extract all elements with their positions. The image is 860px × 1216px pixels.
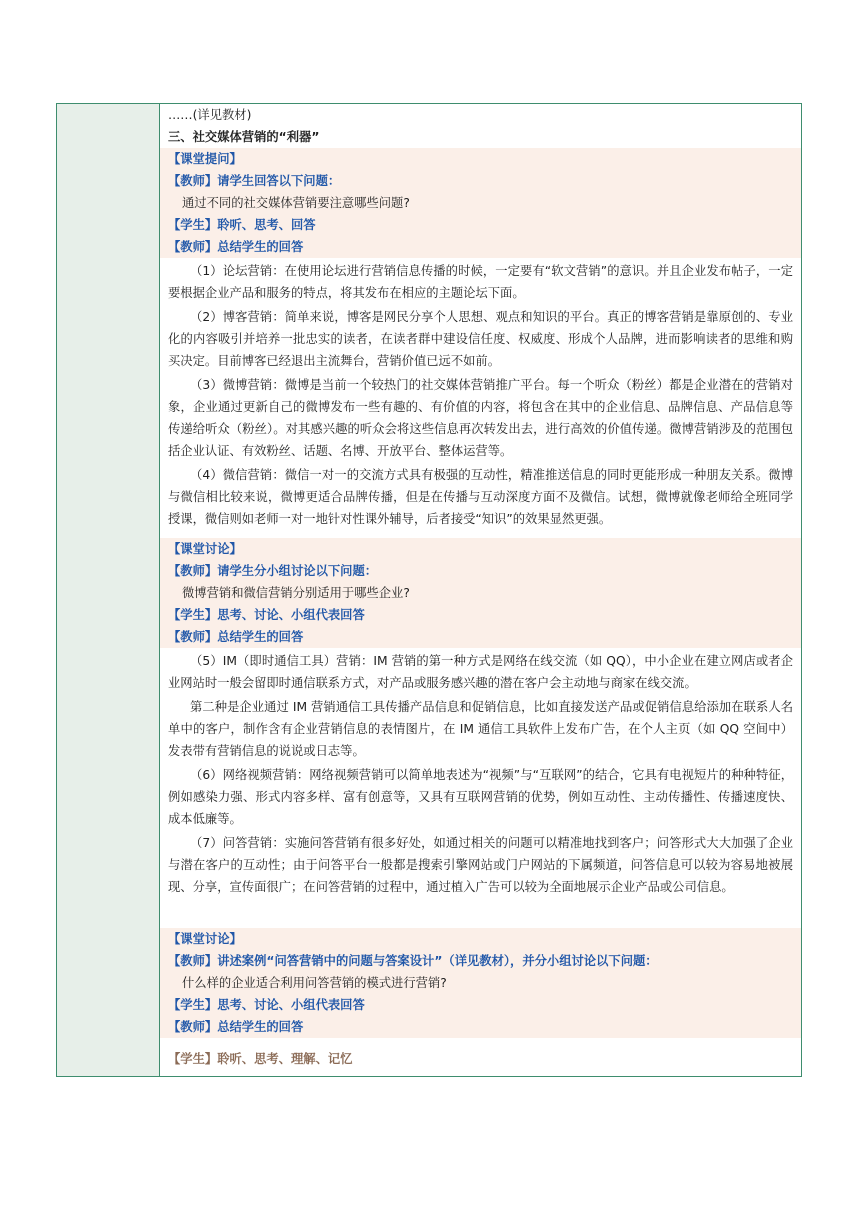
footer-student-activity: 【学生】聆听、思考、理解、记忆: [168, 1052, 353, 1066]
block2-teacher-summary: 【教师】总结学生的回答: [160, 626, 801, 648]
section-heading: 三、社交媒体营销的“利器”: [168, 130, 320, 144]
paragraph-video: （6）网络视频营销：网络视频营销可以简单地表述为“视频”与“互联网”的结合，它具有电视短片的种种特征，例如感染力强、形式内容多样、富有创意等，又具有互联网营销的优势，例如互动性、主动传播性、传播速度快、成本低廉等。: [168, 768, 793, 826]
block2-teacher-prompt: 【教师】请学生分小组讨论以下问题：: [160, 560, 801, 582]
lesson-table: [56, 103, 802, 1077]
block3-student: 【学生】思考、讨论、小组代表回答: [160, 994, 801, 1016]
paragraph-blog: （2）博客营销：简单来说，博客是网民分享个人思想、观点和知识的平台。真正的博客营销是靠原创的、专业化的内容吸引并培养一批忠实的读者，在读者群中建设信任度、权威度、形成个人品牌，进而影响读者的思维和购买决定。目前博客已经退出主流舞台，营销价值已远不如前。: [168, 310, 793, 368]
block2-label: 【课堂讨论】: [160, 538, 801, 560]
paragraph-qa: （7）问答营销：实施问答营销有很多好处，如通过相关的问题可以精准地找到客户；问答形式大大加强了企业与潜在客户的互动性；由于问答平台一般都是搜索引擎网站或门户网站的下属频道，问答信息可以较为容易地被展现、分享，宣传面很广；在问答营销的过程中，通过植入广告可以较为全面地展示企业产品或公司信息。: [168, 836, 793, 894]
block1-teacher-prompt: 【教师】请学生回答以下问题：: [160, 170, 801, 192]
left-column: [57, 104, 160, 1076]
paragraph-weibo: （3）微博营销：微博是当前一个较热门的社交媒体营销推广平台。每一个听众（粉丝）都是企业潜在的营销对象，企业通过更新自己的微博发布一些有趣的、有价值的内容，将包含在其中的企业信息、品牌信息、产品信息等传递给听众（粉丝）。对其感兴趣的听众会将这些信息再次转发出去，进行高效的价值传递。微博营销涉及的范围包括企业认证、有效粉丝、话题、名博、开放平台、整体运营等。: [168, 378, 793, 458]
block2-student: 【学生】思考、讨论、小组代表回答: [160, 604, 801, 626]
block1-student: 【学生】聆听、思考、回答: [160, 214, 801, 236]
block1-question: 通过不同的社交媒体营销要注意哪些问题?: [160, 192, 801, 214]
block3-question: 什么样的企业适合利用问答营销的模式进行营销?: [160, 972, 801, 994]
intro-ref: ……(详见教材): [168, 108, 252, 122]
paragraph-im-second: 第二种是企业通过 IM 营销通信工具传播产品信息和促销信息，比如直接发送产品或促销信息给添加在联系人名单中的客户，制作含有企业营销信息的表情图片，在 IM 通信工具软件上发布广告，在个人主页（如 QQ 空间中）发表带有营销信息的说说或日志等。: [168, 700, 793, 758]
block3-teacher-prompt: 【教师】讲述案例“问答营销中的问题与答案设计”（详见教材），并分小组讨论以下问题：: [160, 950, 801, 972]
block1-teacher-summary: 【教师】总结学生的回答: [160, 236, 801, 258]
paragraph-forum: （1）论坛营销：在使用论坛进行营销信息传播的时候，一定要有“软文营销”的意识。并且企业发布帖子，一定要根据企业产品和服务的特点，将其发布在相应的主题论坛下面。: [168, 264, 793, 300]
block3-label: 【课堂讨论】: [160, 928, 801, 950]
block2-question: 微博营销和微信营销分别适用于哪些企业?: [160, 582, 801, 604]
content-column: [160, 104, 801, 1076]
block3-teacher-summary: 【教师】总结学生的回答: [160, 1016, 801, 1038]
block1-label: 【课堂提问】: [160, 148, 801, 170]
paragraph-im: （5）IM（即时通信工具）营销：IM 营销的第一种方式是网络在线交流（如 QQ），中小企业在建立网店或者企业网站时一般会留即时通信联系方式，对产品或服务感兴趣的潜在客户会主动地与商家在线交流。: [168, 654, 793, 690]
paragraph-wechat: （4）微信营销：微信一对一的交流方式具有极强的互动性，精准推送信息的同时更能形成一种朋友关系。微博与微信相比较来说，微博更适合品牌传播，但是在传播与互动深度方面不及微信。试想，微博就像老师给全班同学授课，微信则如老师一对一地针对性课外辅导，后者接受“知识”的效果显然更强。: [168, 468, 793, 526]
